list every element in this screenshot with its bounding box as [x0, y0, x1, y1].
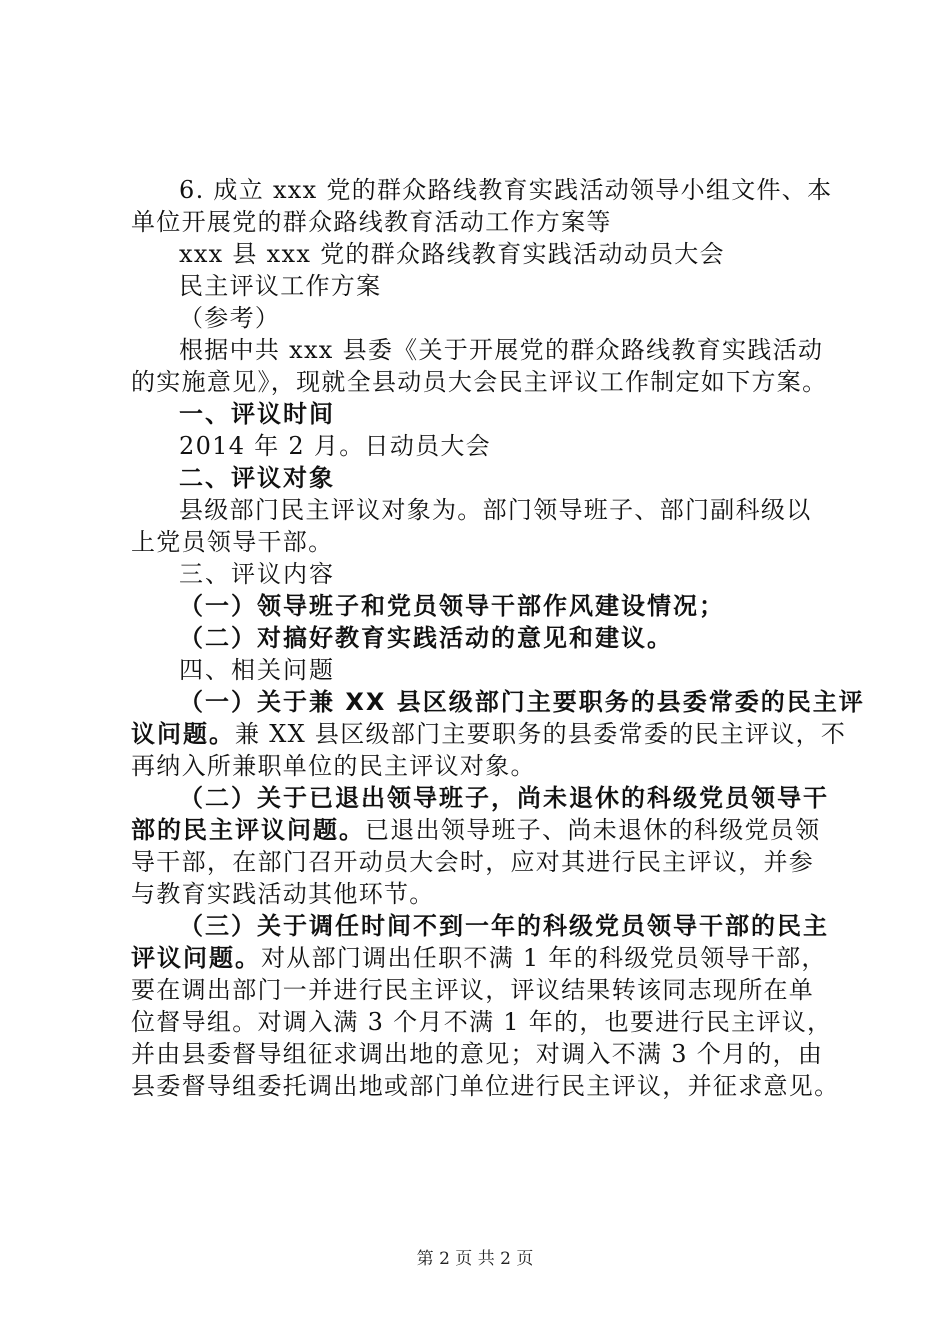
paragraph-line: [131, 718, 847, 750]
subsection-heading: （三）关于调任时间不到一年的科级党员领导干部的民主: [179, 912, 829, 940]
paragraph-text: 已退出领导班子、尚未退休的科级党员领: [365, 816, 821, 844]
paragraph-line: 上党员领导干部。: [131, 528, 334, 556]
paragraph-line: 的实施意见》，现就全县动员大会民主评议工作制定如下方案。: [131, 368, 828, 396]
paragraph-line: 导干部，在部门召开动员大会时，应对其进行民主评议，并参: [131, 848, 815, 876]
paragraph-line: （参考）: [179, 304, 281, 332]
paragraph-line: 与教育实践活动其他环节。: [131, 880, 435, 908]
section-heading: 四、相关问题: [179, 656, 335, 684]
paragraph-line: [131, 814, 831, 846]
paragraph-text: 兼 XX 县区级部门主要职务的县委常委的民主评议，不: [235, 720, 847, 748]
subsection-heading-tail: 部的民主评议问题。: [131, 816, 365, 844]
document-body: [131, 174, 865, 1102]
paragraph-text: 对从部门调出任职不满 1 年的科级党员领导干部，: [261, 944, 827, 972]
paragraph-line: 再纳入所兼职单位的民主评议对象。: [131, 752, 536, 780]
subsection-heading-tail: 评议问题。: [131, 944, 261, 972]
subsection-heading-tail: 议问题。: [131, 720, 235, 748]
paragraph-line: 要在调出部门一并进行民主评议，评议结果转该同志现所在单: [131, 976, 815, 1004]
subsection-line: （一）领导班子和党员领导干部作风建设情况；: [179, 592, 725, 620]
subsection-line: （二）对搞好教育实践活动的意见和建议。: [179, 624, 673, 652]
section-heading: 二、评议对象: [179, 464, 335, 492]
section-heading: 三、评议内容: [179, 560, 335, 588]
subsection-heading: （二）关于已退出领导班子，尚未退休的科级党员领导干: [179, 784, 829, 812]
paragraph-line: 6. 成立 xxx 党的群众路线教育实践活动领导小组文件、本: [179, 176, 833, 204]
paragraph-line: 位督导组。对调入满 3 个月不满 1 年的，也要进行民主评议，: [131, 1008, 833, 1036]
section-heading: 一、评议时间: [179, 400, 335, 428]
paragraph-line: 民主评议工作方案: [179, 272, 382, 300]
paragraph-line: 并由县委督导组征求调出地的意见；对调入不满 3 个月的，由: [131, 1040, 824, 1068]
paragraph-line: 根据中共 xxx 县委《关于开展党的群众路线教育实践活动: [179, 336, 824, 364]
page-number-footer: 第 2 页 共 2 页: [416, 1249, 534, 1269]
paragraph-line: [131, 942, 831, 974]
subsection-heading: （一）关于兼 XX 县区级部门主要职务的县委常委的民主评: [179, 688, 865, 716]
paragraph-line: xxx 县 xxx 党的群众路线教育实践活动动员大会: [179, 240, 725, 268]
paragraph-line: 2014 年 2 月。日动员大会: [179, 432, 492, 460]
paragraph-line: 县级部门民主评议对象为。部门领导班子、部门副科级以: [179, 496, 812, 524]
paragraph-line: 县委督导组委托调出地或部门单位进行民主评议，并征求意见。: [131, 1072, 840, 1100]
paragraph-line: 单位开展党的群众路线教育活动工作方案等: [131, 208, 612, 236]
